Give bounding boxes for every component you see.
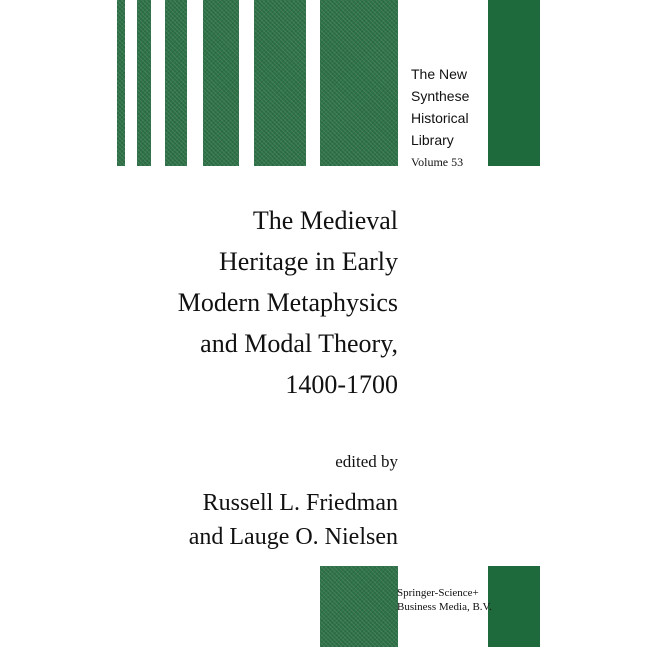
cover-bar (165, 0, 187, 166)
publisher-line: Springer-Science+ (397, 587, 479, 599)
book-title (178, 200, 398, 405)
cover-bar (137, 0, 151, 166)
title-line: and Modal Theory, (200, 329, 398, 358)
volume-number: Volume 53 (411, 155, 464, 169)
title-line: 1400-1700 (285, 370, 398, 399)
title-line: Heritage in Early (218, 247, 398, 276)
series-line: Historical (411, 110, 469, 126)
editors (189, 486, 398, 554)
series-label (411, 63, 483, 171)
cover-bar (203, 0, 239, 166)
series-line: The New (411, 66, 468, 82)
title-line: Modern Metaphysics (177, 288, 398, 317)
edited-by-label: edited by (335, 452, 398, 471)
editor-line: Russell L. Friedman (202, 490, 398, 516)
publisher-imprint (397, 586, 497, 614)
publisher-line: Business Media, B.V. (397, 601, 492, 613)
cover-bar-bottom (320, 566, 398, 647)
cover-bar (117, 0, 125, 166)
series-line: Synthese (411, 88, 470, 104)
cover-bar (488, 0, 540, 166)
cover-bar (320, 0, 398, 166)
cover-bar (254, 0, 306, 166)
series-line: Library (411, 132, 454, 148)
title-line: The Medieval (252, 206, 398, 235)
editor-line: and Lauge O. Nielsen (188, 524, 398, 550)
